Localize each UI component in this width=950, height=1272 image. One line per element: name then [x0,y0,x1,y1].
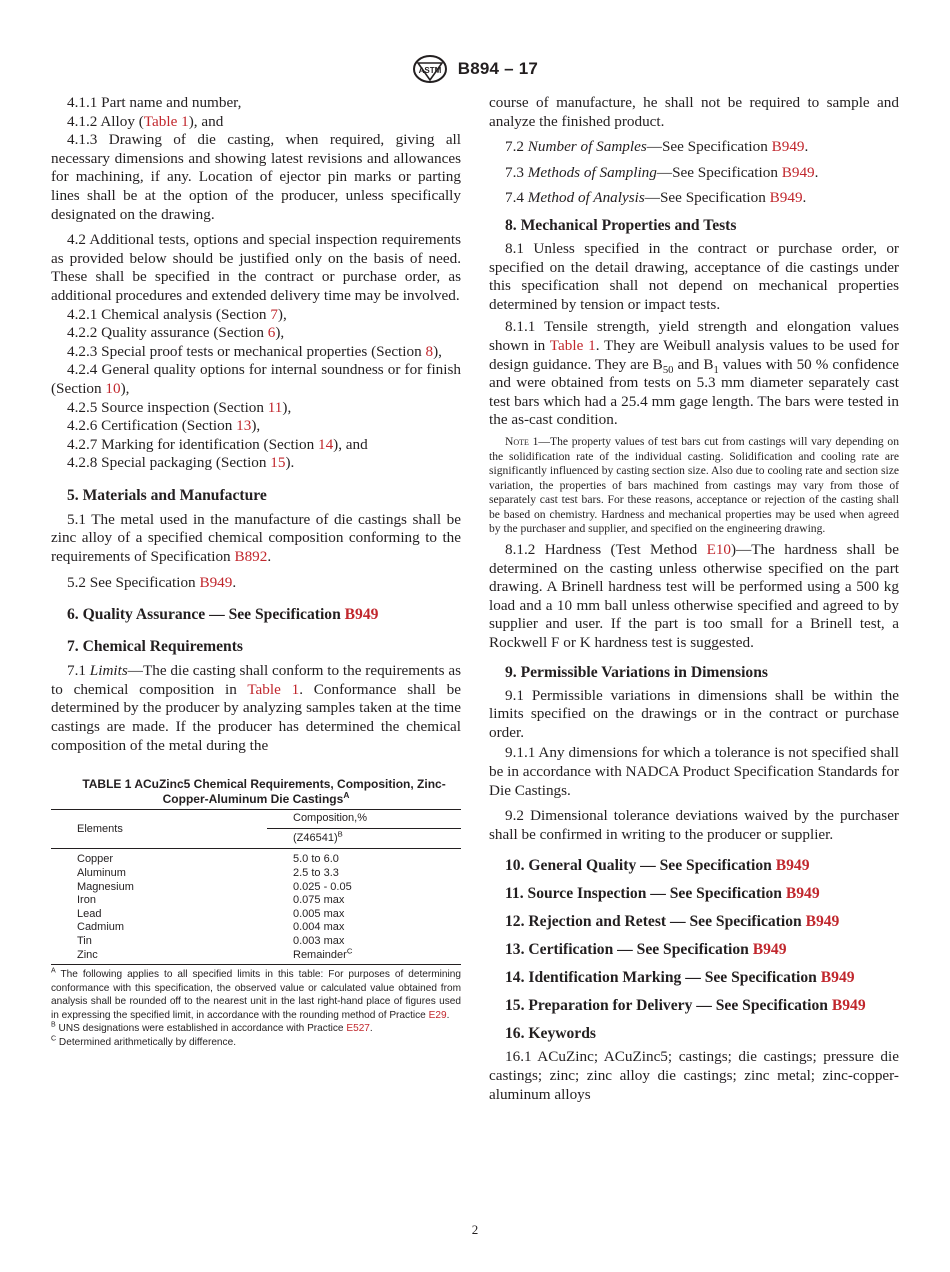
b949-link[interactable]: B949 [820,969,855,987]
composition-cell: Remainder$^C$ [293,945,353,961]
composition-cell: 0.025 - 0.05 [293,880,352,893]
heading-section-10: 10. General Quality — See Specification B949 [505,857,810,875]
element-cell: Iron [77,894,96,907]
paragraph-7-1-continued: course of manufacture, he shall not be required to sample and analyze the finished product. [489,94,899,130]
b949-link[interactable]: B949 [785,885,820,903]
paragraph-7-4: 7.4 Method of Analysis—See Specification B949. [505,189,807,207]
paragraph-8-1-1: 8.1.1 Tensile strength, yield strength and elongation values shown in Table 1. They are Weibull analysis values to be used for design guidance. They are $B_{50}$ and $B_1$ values with 50 % confidence and were obtained from tests on 5.3 mm diameter separately cast test bars which had a 25.4 mm gage length. The bars were tested in the as-cast condition. [489,318,900,429]
section-13-link[interactable]: 13 [236,417,252,435]
section-14-link[interactable]: 14 [317,435,334,453]
b949-link[interactable]: B949 [781,163,815,181]
paragraph-7-1: 7.1 Limits—The die casting shall conform to the requirements as to chemical composition in Table 1. Conformance shall be determined by the producer by analyzing samples taken at the time castings are made. If the producer has determined the chemical composition of the metal during the [51,662,462,754]
b949-link[interactable]: B949 [752,941,787,959]
table-row [51,853,461,867]
astm-logo-icon [412,54,448,84]
table-row [51,894,461,908]
composition-cell: 0.003 max [293,934,345,947]
composition-cell: 2.5 to 3.3 [293,867,339,879]
heading-section-7: 7. Chemical Requirements [67,638,243,656]
e10-link[interactable]: E10 [706,541,732,559]
footnote-a: $^A$ The following applies to all specified limits in this table: For purposes of determining conformance with this specification, the observed value or calculated value obtained from analysis shall be rounded off to the nearest unit in the last right-hand place of figures used in expressing the specified limit, in accordance with the rounding method of Practice E29. [51,967,461,1021]
table-row [51,908,461,922]
paragraph-4-2-3: 4.2.3 Special proof tests or mechanical properties (Section 8), [67,342,442,360]
paragraph-4-1-2: 4.1.2 Alloy (Table 1), and [67,112,224,130]
heading-section-12: 12. Rejection and Retest — See Specification B949 [505,913,840,931]
table-row [51,881,461,895]
table-1-link[interactable]: Table 1 [143,112,189,130]
paragraph-4-1-3: 4.1.3 Drawing of die casting, when required, giving all necessary dimensions and showing latest revisions and allowances for machining, if any. Location of ejector pin marks or parting lines shall be at the option of the producer, unless specifically designated on the drawing. [51,131,461,223]
table-row [51,867,461,881]
section-7-link[interactable]: 7 [270,305,278,323]
paragraph-4-2-5: 4.2.5 Source inspection (Section 11), [67,398,292,416]
composition-cell: 0.005 max [293,907,345,920]
table-row [51,949,461,963]
composition-table [51,809,461,965]
paragraph-4-2: 4.2 Additional tests, options and special inspection requirements as provided below should be justified only on the basis of need. These shall be specified in the contract or purchase order, as additional procedures and extended delivery time may be involved. [51,231,461,304]
column-header-elements: Elements [51,810,267,849]
element-cell: Tin [77,934,92,947]
paragraph-4-2-1: 4.2.1 Chemical analysis (Section 7), [67,305,287,323]
heading-section-6: 6. Quality Assurance — See Specification B949 [67,606,379,624]
paragraph-4-2-8: 4.2.8 Special packaging (Section 15). [67,454,295,472]
page-number: 2 [471,1222,479,1237]
element-cell: Cadmium [77,921,125,934]
heading-section-13: 13. Certification — See Specification B949 [505,941,787,959]
b949-link[interactable]: B949 [344,606,379,624]
table-row [51,935,461,949]
heading-section-8: 8. Mechanical Properties and Tests [505,216,737,234]
section-11-link[interactable]: 11 [267,398,283,416]
paragraph-4-2-2: 4.2.2 Quality assurance (Section 6), [67,324,285,342]
paragraph-4-2-6: 4.2.6 Certification (Section 13), [67,417,261,435]
b892-link[interactable]: B892 [234,548,268,566]
note-1: Note 1—The property values of test bars cut from castings will vary depending on the solidification rate of the individual casting. Solidification and cooling rate are significantly influenced by casting section size. Also due to cooling rate and section size variation, the properties of bars machined from castings may vary from those of separately cast test bars. For these reasons, acceptance or rejection of the casting shall be based on chemistry. Hardness and mechanical properties may be used when agreed by the purchaser and supplier, and specified on the engineering drawing. [489,434,899,536]
section-6-link[interactable]: 6 [267,324,276,342]
element-cell: Aluminum [77,867,126,879]
page-header [0,54,950,84]
paragraph-7-3: 7.3 Methods of Sampling—See Specification B949. [505,163,819,181]
heading-section-5: 5. Materials and Manufacture [67,486,267,504]
composition-cell: 0.004 max [293,921,345,934]
table-1 [51,777,461,1049]
element-cell: Magnesium [77,880,134,893]
paragraph-8-1-2: 8.1.2 Hardness (Test Method E10)—The hardness shall be determined on the casting unless otherwise specified on the part drawing. A Brinell hardness test will be performed using a 500 kg load and a 10 mm ball unless otherwise specified and agreed to by supplier and user. If the part is too small for a Brinell test, a Rockwell F or K hardness test is suggested. [489,541,899,652]
table-1-link[interactable]: Table 1 [549,336,596,354]
table-1-title: TABLE 1 ACuZinc5 Chemical Requirements, Composition, Zinc-Copper-Aluminum Die Castings$^A$ [82,777,446,807]
b949-link[interactable]: B949 [771,138,805,156]
paragraph-5-2: 5.2 See Specification B949. [67,573,237,591]
paragraph-5-1: 5.1 The metal used in the manufacture of die castings shall be zinc alloy of a specified chemical composition conforming to the requirements of Specification B892. [51,510,461,566]
b949-link[interactable]: B949 [775,857,810,875]
footnote-b: $^B$ UNS designations were established in accordance with Practice E527. [51,1021,373,1035]
table-row [51,921,461,935]
paragraph-9-2: 9.2 Dimensional tolerance deviations waived by the purchaser shall be confirmed in writing to the producer or supplier. [489,807,899,843]
paragraph-4-2-4: 4.2.4 General quality options for internal soundness or for finish (Section 10), [51,361,461,397]
left-column [51,94,461,1049]
paragraph-9-1: 9.1 Permissible variations in dimensions shall be within the limits specified on the drawings or in the contract or purchase order. [489,686,899,741]
heading-section-11: 11. Source Inspection — See Specification B949 [505,885,820,903]
paragraph-8-1: 8.1 Unless specified in the contract or purchase order, or specified on the detail drawing, acceptance of die castings under this specification shall not depend on mechanical properties determined by tension or impact tests. [489,239,899,313]
section-10-link[interactable]: 10 [105,379,121,397]
b949-link[interactable]: B949 [831,997,866,1015]
footnote-c: $^C$ Determined arithmetically by difference. [51,1035,237,1048]
paragraph-7-2: 7.2 Number of Samples—See Specification B949. [505,138,809,156]
composition-cell: 5.0 to 6.0 [293,853,339,866]
b949-link[interactable]: B949 [769,189,803,207]
right-column [489,94,899,1104]
heading-section-14: 14. Identification Marking — See Specification B949 [505,969,855,987]
element-cell: Lead [77,907,102,920]
e29-link[interactable]: E29 [428,1009,447,1021]
column-header-uns: $(Z46541)^B$ [267,828,461,849]
paragraph-4-2-7: 4.2.7 Marking for identification (Section 14), and [67,435,368,453]
paragraph-4-1-1: 4.1.1 Part name and number, [67,94,242,111]
element-cell: Copper [77,853,114,866]
column-header-composition: Composition,% [267,810,461,829]
section-15-link[interactable]: 15 [270,454,286,472]
element-cell: Zinc [77,948,98,961]
b949-link[interactable]: B949 [805,913,840,931]
heading-section-15: 15. Preparation for Delivery — See Specification B949 [505,997,866,1015]
composition-cell: 0.075 max [293,894,345,907]
table-1-link[interactable]: Table 1 [247,680,300,698]
svg-text:ASTM: ASTM [418,66,442,75]
paragraph-16-1: 16.1 ACuZinc; ACuZinc5; castings; die castings; pressure die castings; zinc; zinc alloy die castings; zinc metal; zinc-copper-aluminum alloys [489,1048,899,1103]
b949-link[interactable]: B949 [199,573,233,591]
e527-link[interactable]: E527 [346,1023,370,1035]
paragraph-9-1-1: 9.1.1 Any dimensions for which a tolerance is not specified shall be in accordance with NADCA Product Specification Standards for Die Castings. [489,744,899,799]
heading-section-16: 16. Keywords [505,1025,596,1043]
heading-section-9: 9. Permissible Variations in Dimensions [505,663,768,681]
section-8-link[interactable]: 8 [425,342,434,360]
document-number: B894 – 17 [457,58,539,78]
